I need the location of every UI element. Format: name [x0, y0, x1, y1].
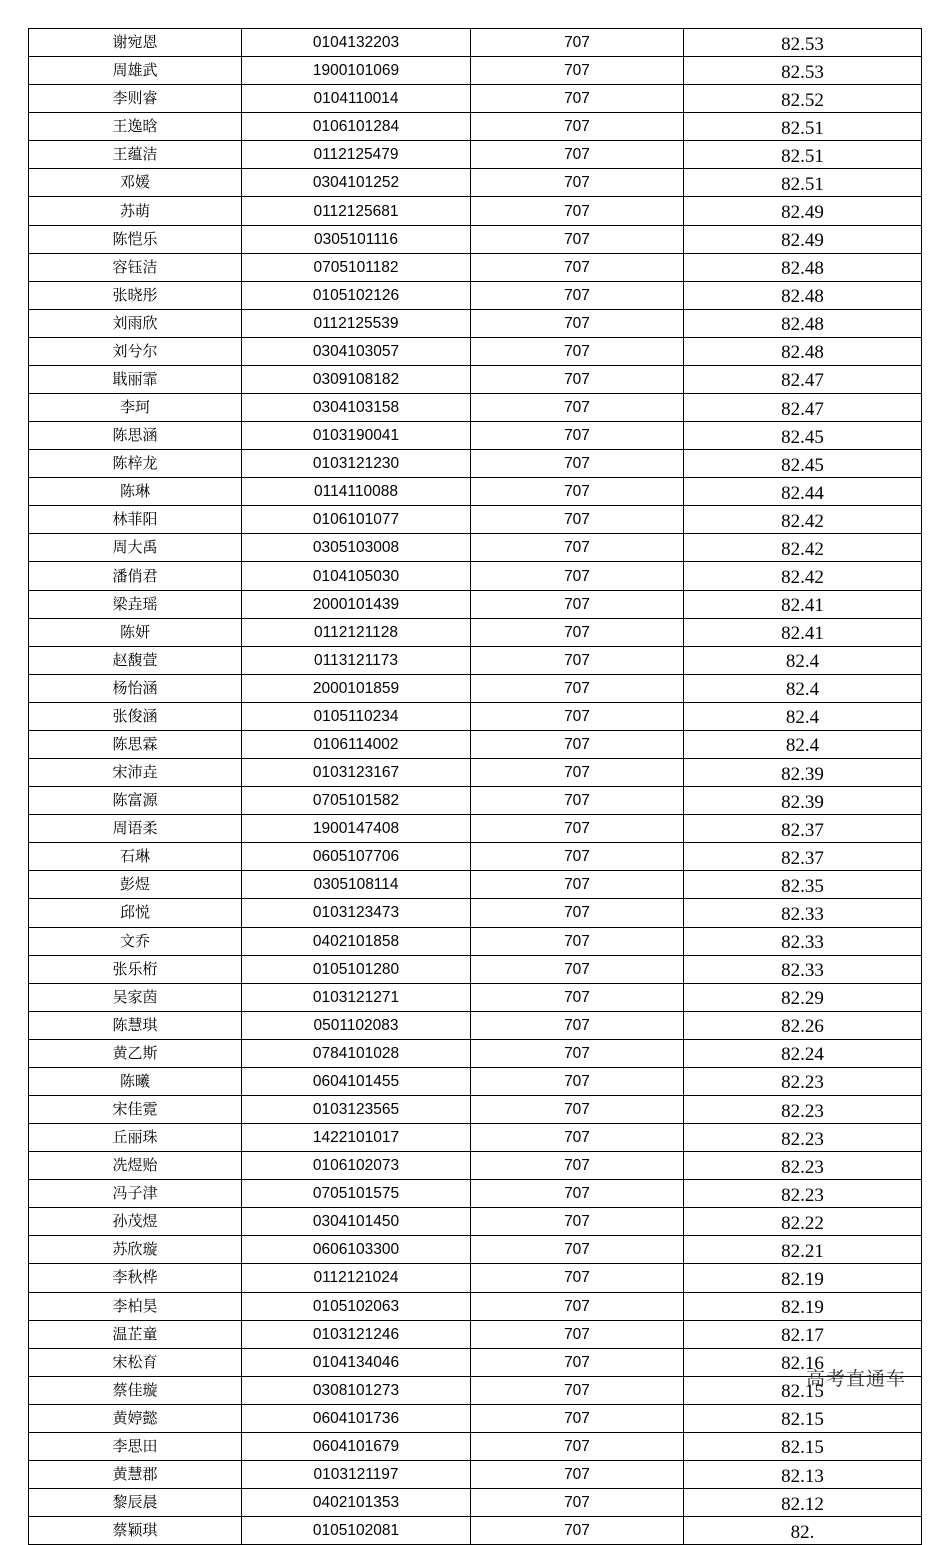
- candidate-id-cell: 0305103008: [242, 534, 471, 562]
- subject-code-cell: 707: [471, 759, 684, 787]
- candidate-name-cell: 梁垚瑶: [29, 590, 242, 618]
- table-row: [29, 871, 922, 899]
- candidate-name-cell: 李柏昊: [29, 1292, 242, 1320]
- subject-code-cell: 707: [471, 85, 684, 113]
- subject-code-cell: 707: [471, 1320, 684, 1348]
- table-row: [29, 646, 922, 674]
- score-cell: 82.47: [684, 365, 922, 393]
- candidate-id-cell: 0304103158: [242, 394, 471, 422]
- candidate-id-cell: 0105102081: [242, 1517, 471, 1545]
- table-row: [29, 1039, 922, 1067]
- subject-code-cell: 707: [471, 1348, 684, 1376]
- table-row: [29, 169, 922, 197]
- candidate-id-cell: 0705101582: [242, 787, 471, 815]
- watermark-text: 高考直通车: [806, 1368, 907, 1390]
- score-cell: 82.45: [684, 422, 922, 450]
- candidate-id-cell: 0705101182: [242, 253, 471, 281]
- table-row: [29, 1124, 922, 1152]
- table-row: [29, 590, 922, 618]
- score-cell: 82.15: [684, 1432, 922, 1460]
- table-row: [29, 113, 922, 141]
- candidate-id-cell: 0705101575: [242, 1180, 471, 1208]
- subject-code-cell: 707: [471, 843, 684, 871]
- candidate-name-cell: 容钰洁: [29, 253, 242, 281]
- subject-code-cell: 707: [471, 422, 684, 450]
- subject-code-cell: 707: [471, 169, 684, 197]
- table-row: [29, 197, 922, 225]
- score-cell: 82.33: [684, 955, 922, 983]
- candidate-id-cell: 0103123473: [242, 899, 471, 927]
- table-row: [29, 787, 922, 815]
- score-cell: 82.42: [684, 506, 922, 534]
- subject-code-cell: 707: [471, 562, 684, 590]
- subject-code-cell: 707: [471, 1124, 684, 1152]
- subject-code-cell: 707: [471, 1489, 684, 1517]
- subject-code-cell: 707: [471, 815, 684, 843]
- candidate-id-cell: 0402101353: [242, 1489, 471, 1517]
- table-row: [29, 674, 922, 702]
- subject-code-cell: 707: [471, 113, 684, 141]
- score-cell: 82.15: [684, 1376, 922, 1404]
- candidate-name-cell: 蔡颖琪: [29, 1517, 242, 1545]
- candidate-name-cell: 李珂: [29, 394, 242, 422]
- candidate-id-cell: 0604101455: [242, 1067, 471, 1095]
- candidate-id-cell: 0113121173: [242, 646, 471, 674]
- table-row: [29, 85, 922, 113]
- candidate-id-cell: 0103121246: [242, 1320, 471, 1348]
- candidate-name-cell: 赵馥萱: [29, 646, 242, 674]
- score-cell: 82.53: [684, 57, 922, 85]
- candidate-id-cell: 0103123167: [242, 759, 471, 787]
- score-cell: 82.42: [684, 534, 922, 562]
- candidate-name-cell: 石琳: [29, 843, 242, 871]
- table-row: [29, 562, 922, 590]
- candidate-id-cell: 0402101858: [242, 927, 471, 955]
- table-row: [29, 1320, 922, 1348]
- candidate-name-cell: 宋松育: [29, 1348, 242, 1376]
- table-row: [29, 506, 922, 534]
- table-row: [29, 1376, 922, 1404]
- subject-code-cell: 707: [471, 337, 684, 365]
- candidate-name-cell: 文乔: [29, 927, 242, 955]
- table-row: [29, 1180, 922, 1208]
- subject-code-cell: 707: [471, 1404, 684, 1432]
- candidate-name-cell: 黄婷懿: [29, 1404, 242, 1432]
- table-row: [29, 927, 922, 955]
- table-row: [29, 1208, 922, 1236]
- candidate-id-cell: 0304103057: [242, 337, 471, 365]
- candidate-name-cell: 陈慧琪: [29, 1011, 242, 1039]
- table-row: [29, 1460, 922, 1488]
- subject-code-cell: 707: [471, 787, 684, 815]
- subject-code-cell: 707: [471, 955, 684, 983]
- candidate-name-cell: 李则睿: [29, 85, 242, 113]
- candidate-id-cell: 0104105030: [242, 562, 471, 590]
- subject-code-cell: 707: [471, 674, 684, 702]
- subject-code-cell: 707: [471, 197, 684, 225]
- score-cell: 82.4: [684, 674, 922, 702]
- candidate-id-cell: 0112121024: [242, 1264, 471, 1292]
- candidate-name-cell: 苏欣璇: [29, 1236, 242, 1264]
- candidate-id-cell: 0606103300: [242, 1236, 471, 1264]
- table-row: [29, 422, 922, 450]
- subject-code-cell: 707: [471, 927, 684, 955]
- candidate-name-cell: 黄乙斯: [29, 1039, 242, 1067]
- candidate-name-cell: 戢丽霏: [29, 365, 242, 393]
- subject-code-cell: 707: [471, 702, 684, 730]
- candidate-id-cell: 0105110234: [242, 702, 471, 730]
- score-cell: 82.13: [684, 1460, 922, 1488]
- score-cell: 82.49: [684, 225, 922, 253]
- score-cell: 82.45: [684, 450, 922, 478]
- table-row: [29, 450, 922, 478]
- candidate-id-cell: 0105101280: [242, 955, 471, 983]
- candidate-id-cell: 0103121271: [242, 983, 471, 1011]
- score-cell: 82.4: [684, 702, 922, 730]
- candidate-name-cell: 孙茂煜: [29, 1208, 242, 1236]
- score-cell: 82.23: [684, 1152, 922, 1180]
- candidate-name-cell: 宋沛垚: [29, 759, 242, 787]
- subject-code-cell: 707: [471, 450, 684, 478]
- score-cell: 82.23: [684, 1124, 922, 1152]
- score-cell: 82.24: [684, 1039, 922, 1067]
- table-row: [29, 478, 922, 506]
- score-cell: 82.52: [684, 85, 922, 113]
- score-cell: 82.23: [684, 1095, 922, 1123]
- candidate-id-cell: 0103123565: [242, 1095, 471, 1123]
- table-row: [29, 1404, 922, 1432]
- subject-code-cell: 707: [471, 534, 684, 562]
- subject-code-cell: 707: [471, 899, 684, 927]
- score-cell: 82.42: [684, 562, 922, 590]
- subject-code-cell: 707: [471, 365, 684, 393]
- score-cell: 82.19: [684, 1292, 922, 1320]
- candidate-id-cell: 1422101017: [242, 1124, 471, 1152]
- subject-code-cell: 707: [471, 1517, 684, 1545]
- score-cell: 82.48: [684, 337, 922, 365]
- candidate-name-cell: 黄慧郡: [29, 1460, 242, 1488]
- subject-code-cell: 707: [471, 730, 684, 758]
- table-row: [29, 843, 922, 871]
- candidate-name-cell: 邓媛: [29, 169, 242, 197]
- candidate-id-cell: 0112125681: [242, 197, 471, 225]
- table-row: [29, 1264, 922, 1292]
- candidate-name-cell: 刘兮尔: [29, 337, 242, 365]
- candidate-name-cell: 陈富源: [29, 787, 242, 815]
- table-row: [29, 730, 922, 758]
- candidate-id-cell: 0784101028: [242, 1039, 471, 1067]
- score-cell: 82.47: [684, 394, 922, 422]
- candidate-id-cell: 0106101284: [242, 113, 471, 141]
- subject-code-cell: 707: [471, 1264, 684, 1292]
- table-row: [29, 955, 922, 983]
- candidate-id-cell: 2000101439: [242, 590, 471, 618]
- score-cell: 82.41: [684, 618, 922, 646]
- subject-code-cell: 707: [471, 1180, 684, 1208]
- table-row: [29, 1348, 922, 1376]
- score-cell: 82.41: [684, 590, 922, 618]
- subject-code-cell: 707: [471, 506, 684, 534]
- candidate-name-cell: 陈恺乐: [29, 225, 242, 253]
- score-table-body: [29, 29, 922, 1545]
- candidate-id-cell: 0112125479: [242, 141, 471, 169]
- candidate-name-cell: 王逸晗: [29, 113, 242, 141]
- candidate-name-cell: 陈琳: [29, 478, 242, 506]
- score-cell: 82.37: [684, 815, 922, 843]
- score-cell: 82.15: [684, 1404, 922, 1432]
- candidate-id-cell: 0106114002: [242, 730, 471, 758]
- table-row: [29, 1011, 922, 1039]
- candidate-id-cell: 0309108182: [242, 365, 471, 393]
- subject-code-cell: 707: [471, 253, 684, 281]
- subject-code-cell: 707: [471, 1236, 684, 1264]
- score-cell: 82.48: [684, 309, 922, 337]
- subject-code-cell: 707: [471, 141, 684, 169]
- candidate-id-cell: 0104132203: [242, 29, 471, 57]
- table-row: [29, 1489, 922, 1517]
- table-row: [29, 534, 922, 562]
- table-row: [29, 1432, 922, 1460]
- subject-code-cell: 707: [471, 618, 684, 646]
- table-row: [29, 225, 922, 253]
- table-row: [29, 365, 922, 393]
- candidate-id-cell: 0104134046: [242, 1348, 471, 1376]
- subject-code-cell: 707: [471, 590, 684, 618]
- candidate-id-cell: 0501102083: [242, 1011, 471, 1039]
- candidate-id-cell: 0103121230: [242, 450, 471, 478]
- candidate-name-cell: 杨怡涵: [29, 674, 242, 702]
- candidate-name-cell: 陈思涵: [29, 422, 242, 450]
- score-cell: 82.35: [684, 871, 922, 899]
- candidate-id-cell: 0106102073: [242, 1152, 471, 1180]
- candidate-id-cell: 0112121128: [242, 618, 471, 646]
- candidate-name-cell: 张晓彤: [29, 281, 242, 309]
- score-cell: 82.23: [684, 1067, 922, 1095]
- score-cell: 82.12: [684, 1489, 922, 1517]
- subject-code-cell: 707: [471, 225, 684, 253]
- score-cell: 82.16: [684, 1348, 922, 1376]
- table-row: [29, 815, 922, 843]
- score-cell: 82.33: [684, 927, 922, 955]
- candidate-id-cell: 0105102063: [242, 1292, 471, 1320]
- candidate-name-cell: 陈妍: [29, 618, 242, 646]
- candidate-name-cell: 邱悦: [29, 899, 242, 927]
- candidate-name-cell: 张俊涵: [29, 702, 242, 730]
- subject-code-cell: 707: [471, 281, 684, 309]
- score-cell: 82.17: [684, 1320, 922, 1348]
- score-cell: 82.48: [684, 253, 922, 281]
- candidate-id-cell: 0112125539: [242, 309, 471, 337]
- candidate-name-cell: 冼煜贻: [29, 1152, 242, 1180]
- table-row: [29, 759, 922, 787]
- candidate-name-cell: 丘丽珠: [29, 1124, 242, 1152]
- candidate-name-cell: 刘雨欣: [29, 309, 242, 337]
- candidate-id-cell: 0308101273: [242, 1376, 471, 1404]
- score-cell: 82.51: [684, 113, 922, 141]
- subject-code-cell: 707: [471, 1292, 684, 1320]
- table-row: [29, 29, 922, 57]
- candidate-name-cell: 陈曦: [29, 1067, 242, 1095]
- candidate-name-cell: 林菲阳: [29, 506, 242, 534]
- table-row: [29, 309, 922, 337]
- score-cell: 82.37: [684, 843, 922, 871]
- candidate-id-cell: 0104110014: [242, 85, 471, 113]
- candidate-id-cell: 0103190041: [242, 422, 471, 450]
- table-row: [29, 281, 922, 309]
- candidate-id-cell: 0604101736: [242, 1404, 471, 1432]
- candidate-id-cell: 1900101069: [242, 57, 471, 85]
- score-cell: 82.21: [684, 1236, 922, 1264]
- candidate-name-cell: 王蕴洁: [29, 141, 242, 169]
- table-row: [29, 1517, 922, 1545]
- candidate-name-cell: 李秋桦: [29, 1264, 242, 1292]
- score-cell: 82.22: [684, 1208, 922, 1236]
- subject-code-cell: 707: [471, 394, 684, 422]
- candidate-name-cell: 周语柔: [29, 815, 242, 843]
- table-row: [29, 1236, 922, 1264]
- table-row: [29, 253, 922, 281]
- table-row: [29, 702, 922, 730]
- subject-code-cell: 707: [471, 1039, 684, 1067]
- score-cell: 82.49: [684, 197, 922, 225]
- table-row: [29, 57, 922, 85]
- table-row: [29, 1292, 922, 1320]
- candidate-name-cell: 周雄武: [29, 57, 242, 85]
- candidate-id-cell: 0304101252: [242, 169, 471, 197]
- score-cell: 82.26: [684, 1011, 922, 1039]
- subject-code-cell: 707: [471, 478, 684, 506]
- candidate-name-cell: 周大禹: [29, 534, 242, 562]
- candidate-id-cell: 1900147408: [242, 815, 471, 843]
- score-cell: 82.: [684, 1517, 922, 1545]
- candidate-name-cell: 温芷童: [29, 1320, 242, 1348]
- candidate-name-cell: 李思田: [29, 1432, 242, 1460]
- table-row: [29, 394, 922, 422]
- score-cell: 82.4: [684, 730, 922, 758]
- subject-code-cell: 707: [471, 1011, 684, 1039]
- subject-code-cell: 707: [471, 871, 684, 899]
- subject-code-cell: 707: [471, 1095, 684, 1123]
- candidate-id-cell: 0106101077: [242, 506, 471, 534]
- candidate-name-cell: 潘俏君: [29, 562, 242, 590]
- subject-code-cell: 707: [471, 29, 684, 57]
- subject-code-cell: 707: [471, 1067, 684, 1095]
- candidate-id-cell: 0605107706: [242, 843, 471, 871]
- score-cell: 82.39: [684, 787, 922, 815]
- candidate-name-cell: 张乐桁: [29, 955, 242, 983]
- table-row: [29, 1152, 922, 1180]
- score-cell: 82.19: [684, 1264, 922, 1292]
- candidate-name-cell: 彭煜: [29, 871, 242, 899]
- candidate-id-cell: 0305108114: [242, 871, 471, 899]
- score-cell: 82.33: [684, 899, 922, 927]
- candidate-name-cell: 冯子津: [29, 1180, 242, 1208]
- table-row: [29, 1067, 922, 1095]
- score-cell: 82.4: [684, 646, 922, 674]
- candidate-name-cell: 蔡佳璇: [29, 1376, 242, 1404]
- candidate-name-cell: 谢宛恩: [29, 29, 242, 57]
- subject-code-cell: 707: [471, 57, 684, 85]
- candidate-name-cell: 吴家茵: [29, 983, 242, 1011]
- score-cell: 82.48: [684, 281, 922, 309]
- score-cell: 82.53: [684, 29, 922, 57]
- subject-code-cell: 707: [471, 983, 684, 1011]
- subject-code-cell: 707: [471, 1208, 684, 1236]
- subject-code-cell: 707: [471, 1432, 684, 1460]
- score-cell: 82.39: [684, 759, 922, 787]
- subject-code-cell: 707: [471, 1376, 684, 1404]
- candidate-id-cell: 0604101679: [242, 1432, 471, 1460]
- candidate-name-cell: 陈梓龙: [29, 450, 242, 478]
- score-cell: 82.51: [684, 141, 922, 169]
- table-row: [29, 983, 922, 1011]
- candidate-id-cell: 2000101859: [242, 674, 471, 702]
- subject-code-cell: 707: [471, 1152, 684, 1180]
- table-row: [29, 141, 922, 169]
- table-row: [29, 337, 922, 365]
- candidate-name-cell: 黎辰晨: [29, 1489, 242, 1517]
- subject-code-cell: 707: [471, 646, 684, 674]
- candidate-id-cell: 0305101116: [242, 225, 471, 253]
- candidate-id-cell: 0103121197: [242, 1460, 471, 1488]
- candidate-id-cell: 0114110088: [242, 478, 471, 506]
- subject-code-cell: 707: [471, 309, 684, 337]
- subject-code-cell: 707: [471, 1460, 684, 1488]
- score-cell: 82.51: [684, 169, 922, 197]
- score-table: [28, 28, 922, 1545]
- candidate-id-cell: 0105102126: [242, 281, 471, 309]
- candidate-name-cell: 苏萌: [29, 197, 242, 225]
- candidate-id-cell: 0304101450: [242, 1208, 471, 1236]
- score-cell: 82.23: [684, 1180, 922, 1208]
- table-row: [29, 1095, 922, 1123]
- candidate-name-cell: 宋佳霓: [29, 1095, 242, 1123]
- score-cell: 82.29: [684, 983, 922, 1011]
- table-row: [29, 899, 922, 927]
- table-row: [29, 618, 922, 646]
- candidate-name-cell: 陈思霖: [29, 730, 242, 758]
- score-cell: 82.44: [684, 478, 922, 506]
